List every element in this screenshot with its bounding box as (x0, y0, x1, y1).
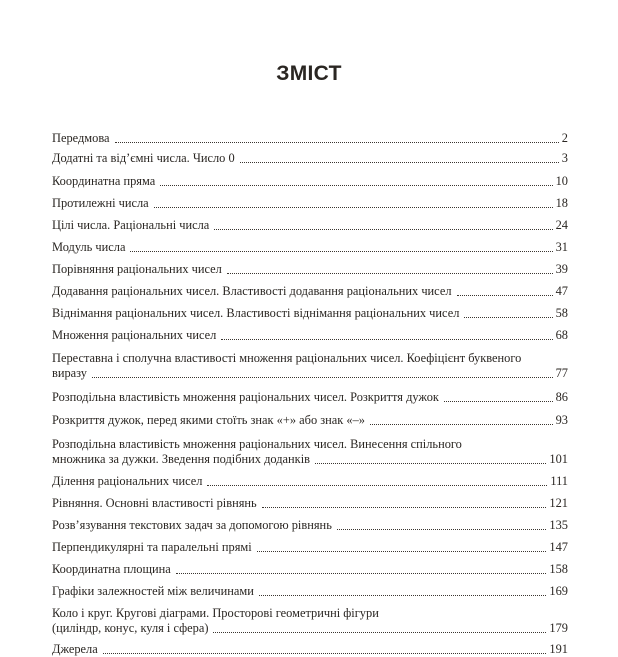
toc-entry[interactable] (52, 218, 568, 233)
toc-entry-preface[interactable] (52, 131, 568, 146)
dot-leader (240, 162, 559, 163)
dot-leader (103, 653, 547, 654)
toc-entry[interactable] (52, 562, 568, 577)
toc-entry-page: 147 (549, 540, 568, 554)
toc-entry[interactable] (52, 196, 568, 211)
dot-leader (214, 229, 552, 230)
toc-entry-page: 39 (555, 262, 568, 276)
toc-entry[interactable] (52, 351, 568, 381)
toc-entry-page: 169 (549, 584, 568, 598)
toc-entry[interactable] (52, 284, 568, 299)
toc-entry-title-line1: Переставна і сполучна властивості множення раціональних чисел. Коефіцієнт буквеного (52, 351, 522, 365)
toc-entry-title: Рівняння. Основні властивості рівнянь (52, 496, 257, 510)
toc-entry-page: 24 (555, 218, 568, 232)
toc-entry-title: Додавання раціональних чисел. Властивості додавання раціональних чисел (52, 284, 452, 298)
dot-leader (213, 632, 546, 633)
toc-entry-title: Графіки залежностей між величинами (52, 584, 254, 598)
dot-leader (444, 401, 553, 402)
toc-entry-sources[interactable] (52, 642, 568, 657)
toc-entry-page: 86 (555, 390, 568, 404)
toc-entry-title: Модуль числа (52, 240, 126, 254)
toc-entry[interactable] (52, 390, 568, 405)
toc-entry-title: Протилежні числа (52, 196, 149, 210)
dot-leader (457, 295, 553, 296)
toc-entry-title: Перпендикулярні та паралельні прямі (52, 540, 252, 554)
toc-entry-title: Порівняння раціональних чисел (52, 262, 222, 276)
toc-entry-page: 68 (555, 328, 568, 342)
dot-leader (227, 273, 553, 274)
toc-entry-title: Координатна площина (52, 562, 171, 576)
toc-entry-title: Множення раціональних чисел (52, 328, 217, 342)
toc-entry-title: Додатні та від’ємні числа. Число 0 (52, 151, 235, 165)
dot-leader (115, 142, 559, 143)
toc-entry-title: Віднімання раціональних чисел. Властивості віднімання раціональних чисел (52, 306, 460, 320)
toc-entry-title: Координатна пряма (52, 174, 156, 188)
toc-entry-page: 2 (561, 131, 568, 145)
toc-entry-title: Передмова (52, 131, 110, 145)
dot-leader (154, 207, 553, 208)
toc-entry[interactable] (52, 474, 568, 489)
toc-entry-title: Джерела (52, 642, 98, 656)
toc-entry-page: 10 (555, 174, 568, 188)
toc-entry[interactable] (52, 262, 568, 277)
toc-entry[interactable] (52, 584, 568, 599)
toc-entry[interactable] (52, 413, 568, 428)
toc-entry-title: Розв’язування текстових задач за допомогою рівнянь (52, 518, 332, 532)
dot-leader (464, 317, 552, 318)
toc-entry-title-line1: Коло і круг. Кругові діаграми. Просторові геометричні фігури (52, 606, 379, 620)
toc-entry-title: Розподільна властивість множення раціональних чисел. Розкриття дужок (52, 390, 439, 404)
dot-leader (337, 529, 547, 530)
dot-leader (130, 251, 552, 252)
toc-entry-title: Цілі числа. Раціональні числа (52, 218, 210, 232)
toc-entry[interactable] (52, 306, 568, 321)
toc-entry-page: 77 (555, 366, 568, 380)
dot-leader (221, 339, 552, 340)
table-of-contents (52, 131, 568, 657)
toc-entry-title-line2: (циліндр, конус, куля і сфера) (52, 621, 209, 635)
dot-leader (207, 485, 547, 486)
toc-entry-title: Ділення раціональних чисел (52, 474, 203, 488)
toc-entry[interactable] (52, 540, 568, 555)
dot-leader (160, 185, 552, 186)
dot-leader (370, 424, 553, 425)
dot-leader (176, 573, 547, 574)
toc-entry-title-line2: виразу (52, 366, 88, 380)
toc-entry-page: 58 (555, 306, 568, 320)
toc-entry-page: 31 (555, 240, 568, 254)
toc-entry-page: 101 (549, 452, 568, 466)
dot-leader (262, 507, 547, 508)
toc-entry-title-line1: Розподільна властивість множення раціональних чисел. Винесення спільного (52, 437, 462, 451)
toc-entry-page: 47 (555, 284, 568, 298)
page-title: ЗМІСТ (276, 62, 342, 85)
toc-entry-page: 135 (549, 518, 568, 532)
dot-leader (315, 463, 546, 464)
toc-entry[interactable] (52, 174, 568, 189)
toc-entry-page: 179 (549, 621, 568, 635)
toc-entry[interactable] (52, 606, 568, 636)
toc-entry-title-line2: множника за дужки. Зведення подібних доданків (52, 452, 310, 466)
toc-entry-page: 111 (550, 474, 568, 488)
toc-entry-page: 121 (549, 496, 568, 510)
dot-leader (259, 595, 547, 596)
toc-entry[interactable] (52, 496, 568, 511)
toc-entry-page: 191 (549, 642, 568, 656)
toc-entry-page: 3 (561, 151, 568, 165)
toc-entry[interactable] (52, 151, 568, 166)
toc-entry[interactable] (52, 328, 568, 343)
dot-leader (257, 551, 547, 552)
toc-entry[interactable] (52, 437, 568, 467)
toc-entry-page: 158 (549, 562, 568, 576)
toc-entry-page: 18 (555, 196, 568, 210)
toc-entry-page: 93 (555, 413, 568, 427)
toc-entry[interactable] (52, 518, 568, 533)
toc-entry[interactable] (52, 240, 568, 255)
dot-leader (92, 377, 553, 378)
toc-entry-title: Розкриття дужок, перед якими стоїть знак «+» або знак «–» (52, 413, 365, 427)
